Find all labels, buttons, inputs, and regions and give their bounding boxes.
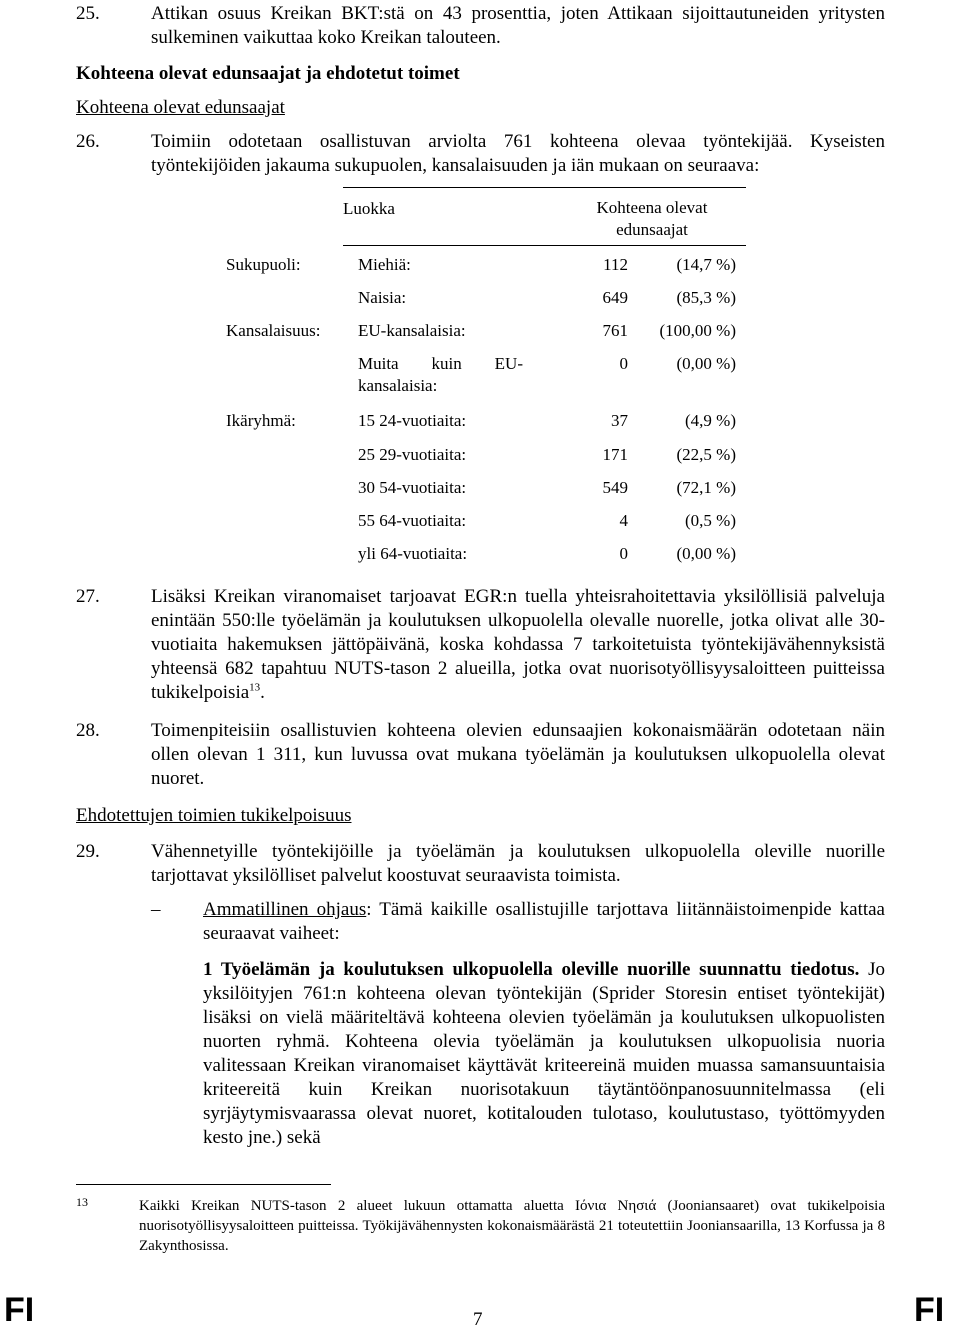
page-number: 7 bbox=[473, 1309, 483, 1330]
table-row-group: Kansalaisuus: bbox=[226, 321, 321, 340]
table-row-count: 4 bbox=[619, 511, 628, 530]
phase-1-body: Jo yksilöityjen 761:n kohteena olevan työntekijän (Sprider Storesin entiset työntekijät) lisäksi on vielä määriteltävä kohteena olevien työelämän ja koulutuksen ulkopuolisten nuorten ryhmä. Kohteena olevia työelämän ja koulutuksen ulkopuolisia nuoria valitessaan Kreikan viranomaiset käyttävät kriteereinä muiden muassa samansuuntaisia kriteereitä kuin Kreikan nuorisotakuun täytäntöönpanosuunnitelmassa (eli syrjäytymisvaarassa olevat nuoret, kotitalouden tulotaso, koulutustaso, työttömyyden kesto jne.) sekä bbox=[203, 959, 885, 1148]
phase-1-title: 1 Työelämän ja koulutuksen ulkopuolella oleville nuorille suunnattu tiedotus. bbox=[203, 959, 860, 980]
phase-1-text bbox=[203, 958, 885, 1150]
table-row-count: 0 bbox=[619, 544, 628, 563]
subheading-beneficiaries: Kohteena olevat edunsaajat bbox=[76, 97, 285, 118]
dash-item-term: Ammatillinen ohjaus bbox=[203, 899, 367, 920]
table-row-category: yli 64-vuotiaita: bbox=[358, 544, 468, 563]
table-row-percent: (85,3 %) bbox=[676, 288, 736, 307]
table-row-category: 15 24-vuotiaita: bbox=[358, 411, 467, 430]
table-row-category: Miehiä: bbox=[358, 255, 411, 274]
table-row-count: 112 bbox=[603, 255, 628, 274]
table-row-category: Muita kuin EU-kansalaisia: bbox=[358, 354, 523, 395]
table-row-category: 55 64-vuotiaita: bbox=[358, 511, 467, 530]
paragraph-25-number: 25. bbox=[76, 3, 100, 24]
table-row-category: Naisia: bbox=[358, 288, 407, 307]
table-row-percent: (22,5 %) bbox=[676, 445, 736, 464]
table-row-percent: (100,00 %) bbox=[659, 321, 736, 340]
table-row-count: 37 bbox=[611, 411, 628, 430]
table-row-category: EU-kansalaisia: bbox=[358, 321, 466, 340]
table-row-percent: (72,1 %) bbox=[676, 478, 736, 497]
table-row-count: 171 bbox=[602, 445, 628, 464]
table-row-group: Sukupuoli: bbox=[226, 255, 301, 274]
footnote-number: 13 bbox=[76, 1195, 88, 1209]
footnote-separator bbox=[76, 1184, 331, 1185]
table-row-group: Ikäryhmä: bbox=[226, 411, 296, 430]
table-header-beneficiaries: Kohteena olevat edunsaajat bbox=[596, 198, 708, 239]
table-row-category: 30 54-vuotiaita: bbox=[358, 478, 467, 497]
paragraph-29-number: 29. bbox=[76, 841, 100, 862]
table-row-percent: (0,00 %) bbox=[676, 354, 736, 373]
dash-item-body: : Tämä kaikille osallistujille tarjottava liitännäistoimenpide kattaa seuraavat vaiheet: bbox=[203, 899, 885, 944]
table-row-count: 761 bbox=[602, 321, 628, 340]
table-row-count: 0 bbox=[619, 354, 628, 373]
paragraph-28-number: 28. bbox=[76, 720, 100, 741]
subheading-eligibility: Ehdotettujen toimien tukikelpoisuus bbox=[76, 805, 352, 826]
footnote-text: Kaikki Kreikan NUTS-tason 2 alueet lukuun ottamatta aluetta Ιόνια Νησιά (Jooniansaaret) ovat tukikelpoisia nuorisotyöllisyysaloitteen puitteissa. Työkijävähennysten kokonaismäärästä 21 toteutettiin Jooniansaarilla, 13 Korfussa ja 8 Zakynthosissa. bbox=[139, 1198, 885, 1254]
paragraph-27-end: . bbox=[260, 682, 265, 703]
table-row-count: 549 bbox=[602, 478, 628, 497]
language-code-right: FI bbox=[914, 1291, 945, 1329]
section-heading: Kohteena olevat edunsaajat ja ehdotetut toimet bbox=[76, 63, 460, 84]
table-row-percent: (14,7 %) bbox=[676, 255, 736, 274]
paragraph-28-text: Toimenpiteisiin osallistuvien kohteena olevien edunsaajien kokonaismäärän odotetaan näin ollen olevan 1 311, kun luvussa ovat mukana työelämän ja koulutuksen ulkopuolella olevat nuoret. bbox=[151, 720, 885, 789]
table-row-count: 649 bbox=[602, 288, 628, 307]
paragraph-27-text bbox=[151, 585, 885, 705]
table-header-rule bbox=[343, 245, 746, 246]
table-row-category: 25 29-vuotiaita: bbox=[358, 445, 467, 464]
paragraph-27-body: Lisäksi Kreikan viranomaiset tarjoavat EGR:n tuella yhteisrahoitettavia yksilöllisiä palveluja enintään 550:lle työelämän ja koulutuksen ulkopuolella olevalle nuorelle, jotka olivat alle 30-vuotiaita hakemuksen jättöpäivänä, koska kohdassa 7 tarkoitetuista työntekijävähennyksistä yhteensä 682 tapahtuu NUTS-tason 2 alueilla, jotka ovat nuorisotyöllisyysaloitteen puitteissa tukikelpoisia bbox=[151, 586, 885, 703]
paragraph-26-text: Toimiin odotetaan osallistuvan arviolta 761 kohteena olevaa työntekijää. Kyseisten työntekijöiden jakauma sukupuolen, kansalaisuuden ja iän mukaan on seuraava: bbox=[151, 131, 885, 176]
table-top-rule bbox=[343, 187, 746, 188]
dash-item-text bbox=[203, 898, 885, 946]
table-header-category: Luokka bbox=[343, 199, 395, 218]
table-row-percent: (0,00 %) bbox=[676, 544, 736, 563]
paragraph-29-text: Vähennetyille työntekijöille ja työelämän ja koulutuksen ulkopuolella oleville nuorille tarjottavat yksilölliset palvelut koostuvat seuraavista toimista. bbox=[151, 841, 885, 886]
paragraph-25-text: Attikan osuus Kreikan BKT:stä on 43 prosenttia, joten Attikaan sijoittautuneiden yritysten sulkeminen vaikuttaa koko Kreikan talouteen. bbox=[151, 3, 885, 48]
dash-bullet: – bbox=[151, 899, 161, 920]
language-code-left: FI bbox=[4, 1291, 35, 1329]
footnote-ref-13[interactable]: 13 bbox=[249, 681, 261, 694]
paragraph-26-number: 26. bbox=[76, 131, 100, 152]
table-row-percent: (4,9 %) bbox=[685, 411, 736, 430]
table-row-percent: (0,5 %) bbox=[685, 511, 736, 530]
paragraph-27-number: 27. bbox=[76, 586, 100, 607]
